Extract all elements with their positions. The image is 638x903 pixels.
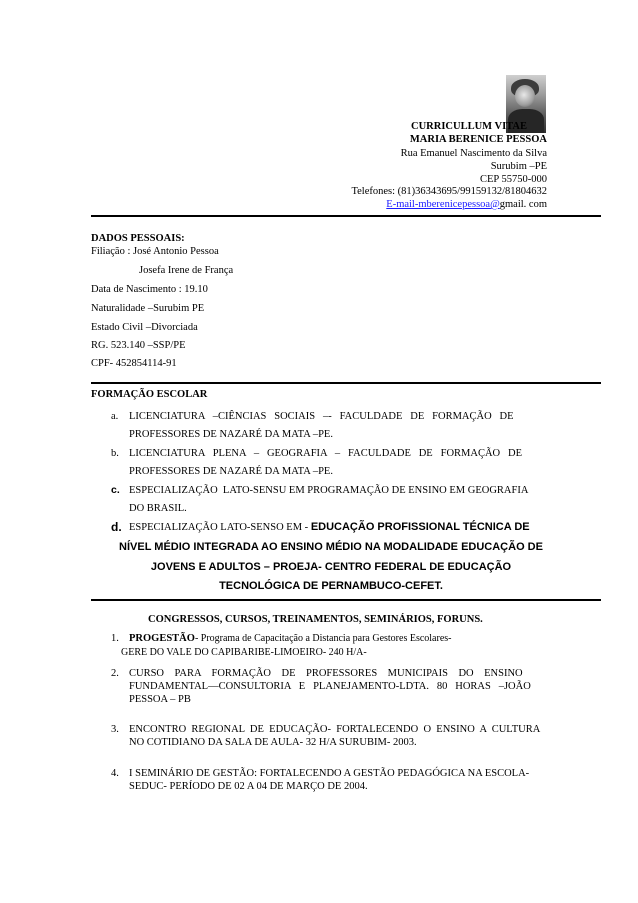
personal-heading: DADOS PESSOAIS: xyxy=(91,233,185,244)
phone-numbers: Telefones: (81)36343695/99159132/81804632 xyxy=(351,186,547,197)
item-line: CURSO PARA FORMAÇÃO DE PROFESSORES MUNICIPAIS DO ENSINO xyxy=(129,668,523,679)
naturality: Naturalidade –Surubim PE xyxy=(91,303,205,314)
list-marker: a. xyxy=(111,411,119,422)
person-name: MARIA BERENICE PESSOA xyxy=(409,134,547,145)
item-line: SEDUC- PERÍODO DE 02 A 04 DE MARÇO DE 2004. xyxy=(129,781,368,792)
item-line: LICENCIATURA PLENA – GEOGRAFIA – FACULDADE DE FORMAÇÃO DE xyxy=(129,448,522,459)
item-line: I SEMINÁRIO DE GESTÃO: FORTALECENDO A GESTÃO PEDAGÓGICA NA ESCOLA- xyxy=(129,768,530,779)
item-line: DO BRASIL. xyxy=(129,503,187,514)
item-rest-text: - Programa de Capacitação a Distancia para Gestores Escolares- xyxy=(194,633,452,644)
birth-date: Data de Nascimento : 19.10 xyxy=(91,284,208,295)
civil-status: Estado Civil –Divorciada xyxy=(91,322,198,333)
item-line: NO COTIDIANO DA SALA DE AULA- 32 H/A SURUBIM- 2003. xyxy=(129,737,417,748)
item-line: PESSOA – PB xyxy=(129,694,191,705)
email-link[interactable]: E-mail-mberenicepessoa@ xyxy=(386,199,500,210)
item-prefix: ESPECIALIZAÇÃO LATO-SENSO EM - xyxy=(129,522,311,533)
item-line: JOVENS E ADULTOS – PROEJA- CENTRO FEDERAL DE EDUCAÇÃO xyxy=(150,561,512,573)
filiation-mother: Josefa Irene de França xyxy=(139,265,234,276)
item-line: FUNDAMENTAL—CONSULTORIA E PLANEJAMENTO-LDTA. 80 HORAS –JOÃO xyxy=(129,681,531,692)
email-domain: gmail. com xyxy=(499,199,547,210)
item-line: TECNOLÓGICA DE PERNAMBUCO-CEFET. xyxy=(219,580,443,592)
item-line: NÍVEL MÉDIO INTEGRADA AO ENSINO MÉDIO NA MODALIDADE EDUCAÇÃO DE xyxy=(119,541,543,553)
list-marker: d. xyxy=(111,520,122,534)
divider xyxy=(91,382,601,384)
address-street: Rua Emanuel Nascimento da Silva xyxy=(400,148,547,159)
item-line: GERE DO VALE DO CAPIBARIBE-LIMOEIRO- 240 H/A- xyxy=(121,647,367,658)
list-marker: 2. xyxy=(111,668,119,679)
item-bold-text: PROGESTÃO xyxy=(129,633,195,644)
item-line: ENCONTRO REGIONAL DE EDUCAÇÃO- FORTALECENDO O ENSINO A CULTURA xyxy=(129,724,541,735)
list-marker: b. xyxy=(111,448,119,459)
item-line xyxy=(129,632,452,646)
list-marker: 1. xyxy=(111,633,119,644)
list-marker: c. xyxy=(111,484,120,496)
email-line xyxy=(386,198,547,211)
divider xyxy=(91,599,601,601)
cpf-number: CPF- 452854114-91 xyxy=(91,358,177,369)
item-line: LICENCIATURA –CIÊNCIAS SOCIAIS –- FACULDADE DE FORMAÇÃO DE xyxy=(129,411,514,422)
address-cep: CEP 55750-000 xyxy=(480,174,547,185)
filiation-father: Filiação : José Antonio Pessoa xyxy=(91,246,219,257)
item-line: PROFESSORES DE NAZARÉ DA MATA –PE. xyxy=(129,466,333,477)
education-heading: FORMAÇÃO ESCOLAR xyxy=(91,389,208,400)
list-marker: 4. xyxy=(111,768,119,779)
item-line: ESPECIALIZAÇÃO LATO-SENSU EM PROGRAMAÇÃO DE ENSINO EM GEOGRAFIA xyxy=(129,485,529,496)
item-line: PROFESSORES DE NAZARÉ DA MATA –PE. xyxy=(129,429,333,440)
item-line xyxy=(129,519,530,536)
document-title: CURRICULLUM VITAE xyxy=(411,121,527,132)
rg-number: RG. 523.140 –SSP/PE xyxy=(91,340,186,351)
list-marker: 3. xyxy=(111,724,119,735)
item-bold-text: EDUCAÇÃO PROFISSIONAL TÉCNICA DE xyxy=(310,521,530,533)
courses-heading: CONGRESSOS, CURSOS, TREINAMENTOS, SEMINÁRIOS, FORUNS. xyxy=(148,614,483,625)
address-city: Surubim –PE xyxy=(490,161,547,172)
divider xyxy=(91,215,601,217)
